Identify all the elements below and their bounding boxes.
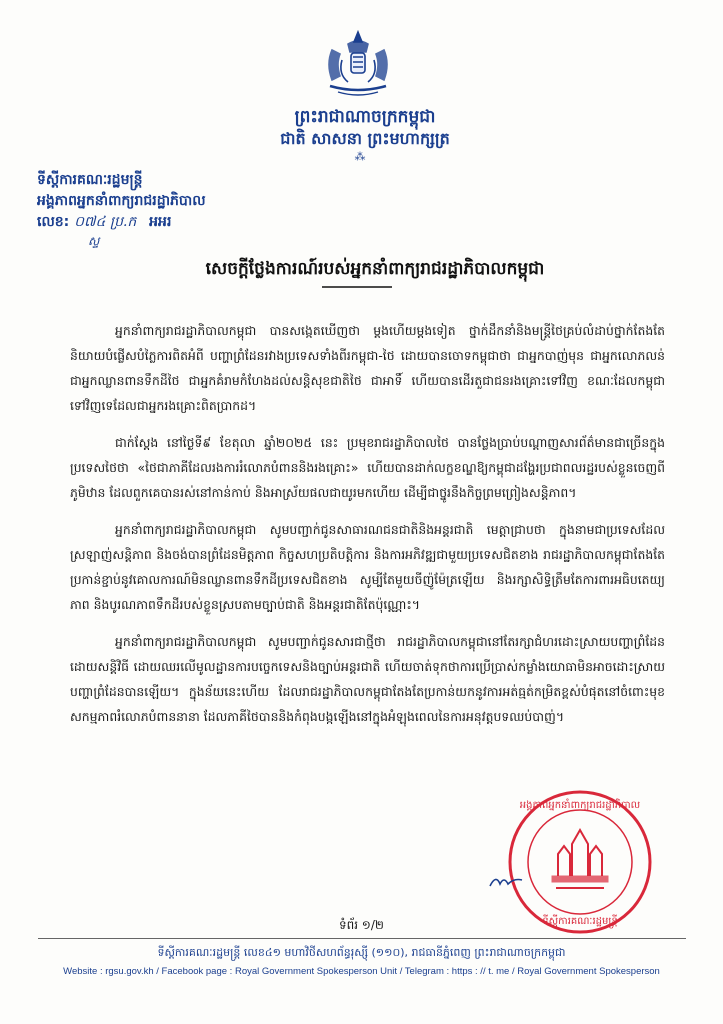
handwritten-initials: ស្ទ	[88, 234, 100, 248]
signature-mark-icon	[488, 872, 524, 890]
paragraph-4: អ្នកនាំពាក្យរាជរដ្ឋាភិបាលកម្ពុជា សូមបញ្ជាក់ជូនសារជាថ្មីថា រាជរដ្ឋាភិបាលកម្ពុជានៅតែរក្សាជំហរដោះស្រាយបញ្ហាព្រំដែនដោយសន្តិវិធី ដោយឈរលើមូលដ្ឋានការបច្ចេកទេសនិងច្បាប់អន្តរជាតិ ហើយចាត់ទុកថាការប្រើប្រាស់កម្លាំងយោធាមិនអាចដោះស្រាយបញ្ហាព្រំដែនបានឡើយ។ ក្នុងន័យនេះហើយ ដែលរាជរដ្ឋាភិបាលកម្ពុជាតែងតែប្រកាន់យកនូវការអត់ធ្មត់កម្រិតខ្ពស់បំផុតនៅចំពោះមុខសកម្មភាពរំលោភបំពាននានា ដែលភាគីថៃបាននិងកំពុងបង្កឡើងនៅក្នុងអំឡុងពេលនៃការអនុវត្តបទឈប់បាញ់។	[70, 634, 665, 724]
paragraph-1: អ្នកនាំពាក្យរាជរដ្ឋាភិបាលកម្ពុជា បានសង្កេតឃើញថា ម្ដងហើយម្ដងទៀត ថ្នាក់ដឹកនាំនិងមន្ត្រីថៃគ្រប់លំដាប់ថ្នាក់តែងតែនិយាយបំផ្លើសបំភ្លៃការពិតអំពី បញ្ហាព្រំដែនរវាងប្រទេសទាំងពីរកម្ពុជា-ថៃ ដោយបានចោទកម្ពុជាថា ជាអ្នកបាញ់មុន ជាអ្នកលោភលន់ ជាអ្នកឈ្លានពានទឹកដីថៃ ជាអ្នកគំរាមកំហែងដល់សន្តិសុខជាតិថៃ ជាអាទិ៍ ហើយបានដើរតួជាជនរងគ្រោះទៅវិញ ខណៈដែលកម្ពុជាទៅវិញទេដែលជាអ្នករងគ្រោះពិតប្រាកដ។	[70, 323, 665, 413]
royal-coat-of-arms-icon	[318, 30, 398, 100]
footer-contacts: Website : rgsu.gov.kh / Facebook page : Royal Government Spokesperson Unit / Telegram : https : // t. me / Royal Government Spokesperson	[63, 966, 660, 977]
kingdom-heading	[270, 107, 460, 149]
heading-ornament: ⁂	[354, 150, 366, 163]
official-seal-icon	[506, 788, 654, 936]
statement-title: សេចក្ដីថ្លែងការណ៍របស់អ្នកនាំពាក្យរាជរដ្ឋាភិបាលកម្ពុជា	[205, 259, 545, 279]
reference-number-suffix: អអរ	[149, 214, 172, 230]
seal-top-text: អង្គភាពអ្នកនាំពាក្យរាជរដ្ឋាភិបាល	[519, 800, 641, 811]
title-underline-ornament	[322, 286, 392, 288]
national-motto: ជាតិ សាសនា ព្រះមហាក្សត្រ	[280, 129, 450, 148]
reference-number	[37, 212, 206, 233]
page-number: ទំព័រ ១/២	[338, 918, 385, 932]
statement-body	[70, 318, 665, 741]
footer-divider	[38, 938, 686, 939]
paragraph-3: អ្នកនាំពាក្យរាជរដ្ឋាភិបាលកម្ពុជា សូមបញ្ជាក់ជូនសាធារណជនជាតិនិងអន្តរជាតិ មេត្តាជ្រាបថា ក្នុងនាមជាប្រទេសដែលស្រឡាញ់សន្តិភាព និងចង់បានព្រំដែនមិត្តភាព កិច្ចសហប្រតិបត្តិការ និងការអភិវឌ្ឍជាមួយប្រទេសជិតខាង រាជរដ្ឋាភិបាលកម្ពុជាតែងតែប្រកាន់ខ្ជាប់នូវគោលការណ៍មិនឈ្លានពានទឹកដីប្រទេសជិតខាង សូម្បីតែមួយចីញ៉ូម៉ែត្រឡើយ និងរក្សាសិទ្ធិត្រឹមតែការពារអធិបតេយ្យភាព និងបូរណភាពទឹកដីរបស់ខ្លួនស្របតាមច្បាប់ជាតិ និងអន្តរជាតិតែប៉ុណ្ណោះ។	[70, 522, 665, 612]
office-name-line1: ទីស្ដីការគណៈរដ្ឋមន្ត្រី	[37, 172, 143, 188]
footer-address: ទីស្ដីការគណៈរដ្ឋមន្ត្រី លេខ៤១ មហាវិថីសហព័ន្ធរុស្ស៊ី (១១០), រាជធានីភ្នំពេញ ព្រះរាជាណាចក្រកម្ពុជា	[157, 946, 566, 959]
paragraph-2: ជាក់ស្ដែង នៅថ្ងៃទី៩ ខែតុលា ឆ្នាំ២០២៥ នេះ ប្រមុខរាជរដ្ឋាភិបាលថៃ បានថ្លែងប្រាប់បណ្ដាញសារព័ត៌មានជាច្រើនក្នុងប្រទេសថៃថា «ថៃជាភាគីដែលរងការរំលោភបំពាននិងរងគ្រោះ» ហើយបានដាក់លក្ខខណ្ឌឱ្យកម្ពុជាដង្ហែរប្រជាពលរដ្ឋរបស់ខ្លួនចេញពីភូមិឋាន ដែលពួកគេបានរស់នៅកាន់កាប់ និងអាស្រ័យផលជាយូរមកហើយ ដើម្បីជាថ្នូរនឹងកិច្ចព្រមព្រៀងសន្តិភាព។	[70, 435, 665, 500]
issuing-office	[37, 170, 206, 233]
seal-bottom-text: ទីស្ដីការគណៈរដ្ឋមន្ត្រី	[542, 916, 618, 927]
reference-number-value: ០៧៤ ប្រ.ក	[74, 214, 137, 230]
office-name-line2: អង្គភាពអ្នកនាំពាក្យរាជរដ្ឋាភិបាល	[37, 193, 206, 209]
reference-number-label: លេខ:	[37, 214, 70, 230]
kingdom-name: ព្រះរាជាណាចក្រកម្ពុជា	[294, 107, 436, 127]
